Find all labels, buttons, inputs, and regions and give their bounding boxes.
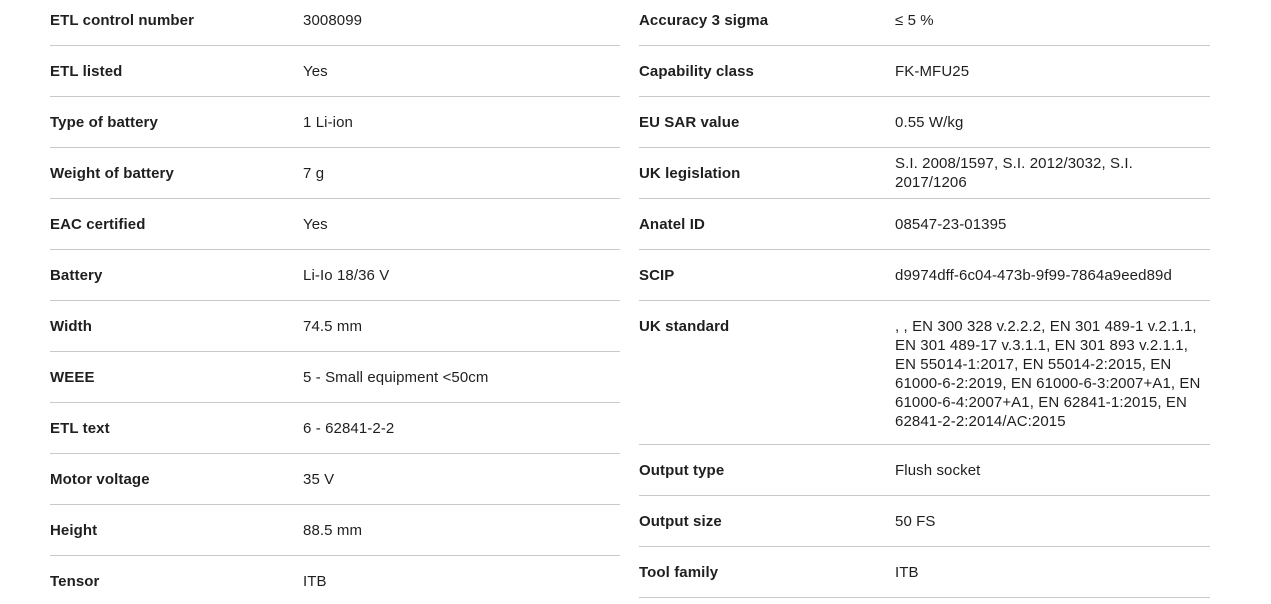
- spec-value: 6 - 62841-2-2: [303, 419, 395, 437]
- spec-label: Battery: [50, 266, 103, 284]
- spec-column-right: [639, 0, 1210, 598]
- spec-label: WEEE: [50, 368, 95, 386]
- spec-row-accuracy-3-sigma: [639, 0, 1210, 46]
- spec-label: EAC certified: [50, 215, 146, 233]
- spec-value: , , EN 300 328 v.2.2.2, EN 301 489-1 v.2.1.1, EN 301 489-17 v.3.1.1, EN 301 893 v.2.1.1, EN 55014-1:2017, EN 55014-2:2015, EN 61000-6-2:2019, EN 61000-6-3:2007+A1, EN 61000-6-4:2007+A1, EN 62841-1:2015, EN 62841-2-2:2014/AC:2015: [895, 318, 1201, 430]
- spec-label: SCIP: [639, 266, 675, 284]
- spec-row-height: [50, 505, 620, 556]
- spec-row-output-type: [639, 445, 1210, 496]
- spec-row-eu-sar-value: [639, 97, 1210, 148]
- spec-row-tensor: [50, 556, 620, 604]
- spec-label: Capability class: [639, 62, 754, 80]
- spec-value: Flush socket: [895, 461, 981, 479]
- spec-column-left: [50, 0, 620, 604]
- spec-label: Type of battery: [50, 113, 158, 131]
- spec-label: Accuracy 3 sigma: [639, 11, 769, 29]
- spec-row-etl-listed: [50, 46, 620, 97]
- spec-label: Motor voltage: [50, 470, 150, 488]
- spec-label: Tensor: [50, 573, 100, 590]
- spec-row-eac-certified: [50, 199, 620, 250]
- spec-value: 1 Li-ion: [303, 113, 353, 131]
- spec-label: UK legislation: [639, 164, 741, 182]
- spec-value: ITB: [303, 573, 327, 590]
- spec-row-tool-family: [639, 547, 1210, 598]
- spec-label: UK standard: [639, 318, 730, 335]
- spec-value: FK-MFU25: [895, 62, 970, 80]
- spec-label: Anatel ID: [639, 215, 705, 233]
- spec-row-etl-text: [50, 403, 620, 454]
- spec-value: S.I. 2008/1597, S.I. 2012/3032, S.I. 2017/1206: [895, 155, 1133, 191]
- spec-row-battery: [50, 250, 620, 301]
- spec-label: ETL control number: [50, 11, 195, 29]
- spec-row-output-size: [639, 496, 1210, 547]
- spec-value: 35 V: [303, 470, 335, 488]
- spec-row-capability-class: [639, 46, 1210, 97]
- spec-row-anatel-id: [639, 199, 1210, 250]
- spec-value: ITB: [895, 563, 919, 581]
- spec-label: Output size: [639, 512, 722, 530]
- spec-value: Yes: [303, 215, 328, 233]
- spec-label: Output type: [639, 461, 725, 479]
- spec-row-etl-control-number: [50, 0, 620, 46]
- spec-label: ETL listed: [50, 62, 123, 80]
- spec-value: Yes: [303, 62, 328, 80]
- spec-value: ≤ 5 %: [895, 11, 934, 29]
- spec-label: EU SAR value: [639, 113, 740, 131]
- spec-label: Height: [50, 521, 98, 539]
- spec-row-width: [50, 301, 620, 352]
- spec-value: 5 - Small equipment <50cm: [303, 368, 489, 386]
- spec-value: 74.5 mm: [303, 317, 363, 335]
- spec-label: Width: [50, 317, 93, 335]
- spec-row-weee: [50, 352, 620, 403]
- spec-row-type-of-battery: [50, 97, 620, 148]
- spec-value: 0.55 W/kg: [895, 113, 964, 131]
- spec-value: 08547-23-01395: [895, 215, 1007, 233]
- spec-row-uk-legislation: [639, 148, 1210, 199]
- spec-row-scip: [639, 250, 1210, 301]
- spec-row-motor-voltage: [50, 454, 620, 505]
- spec-row-uk-standard: [639, 301, 1210, 445]
- spec-label: ETL text: [50, 419, 110, 437]
- spec-row-weight-of-battery: [50, 148, 620, 199]
- spec-value: 50 FS: [895, 512, 936, 530]
- spec-value: 7 g: [303, 164, 325, 182]
- spec-value: 88.5 mm: [303, 521, 363, 539]
- spec-value: d9974dff-6c04-473b-9f99-7864a9eed89d: [895, 266, 1172, 284]
- spec-value: Li-Io 18/36 V: [303, 266, 390, 284]
- spec-label: Tool family: [639, 563, 719, 581]
- spec-label: Weight of battery: [50, 164, 174, 182]
- spec-value: 3008099: [303, 11, 363, 29]
